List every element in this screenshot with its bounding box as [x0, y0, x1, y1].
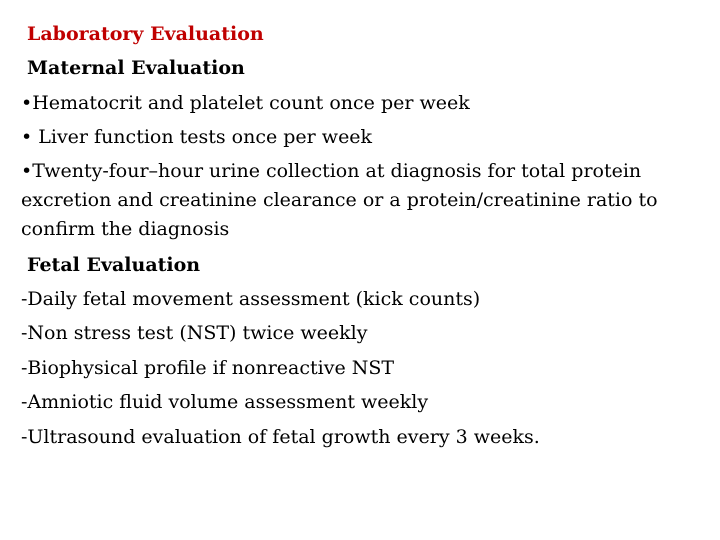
maternal-item: • Liver function tests once per week	[21, 126, 373, 148]
maternal-heading: Maternal Evaluation	[27, 57, 245, 79]
fetal-heading: Fetal Evaluation	[27, 254, 201, 276]
fetal-item: -Daily fetal movement assessment (kick counts)	[21, 288, 481, 310]
slide-title: Laboratory Evaluation	[27, 23, 264, 45]
maternal-item: •Twenty-four–hour urine collection at diagnosis for total protein excretion and creatinine clearance or a protein/creatinine ratio to confirm the diagnosis	[21, 160, 658, 240]
maternal-item: •Hematocrit and platelet count once per week	[21, 92, 470, 114]
fetal-item: -Ultrasound evaluation of fetal growth every 3 weeks.	[21, 426, 540, 448]
fetal-item: -Non stress test (NST) twice weekly	[21, 322, 368, 344]
fetal-item: -Amniotic fluid volume assessment weekly	[21, 391, 429, 413]
fetal-item: -Biophysical profile if nonreactive NST	[21, 357, 395, 379]
